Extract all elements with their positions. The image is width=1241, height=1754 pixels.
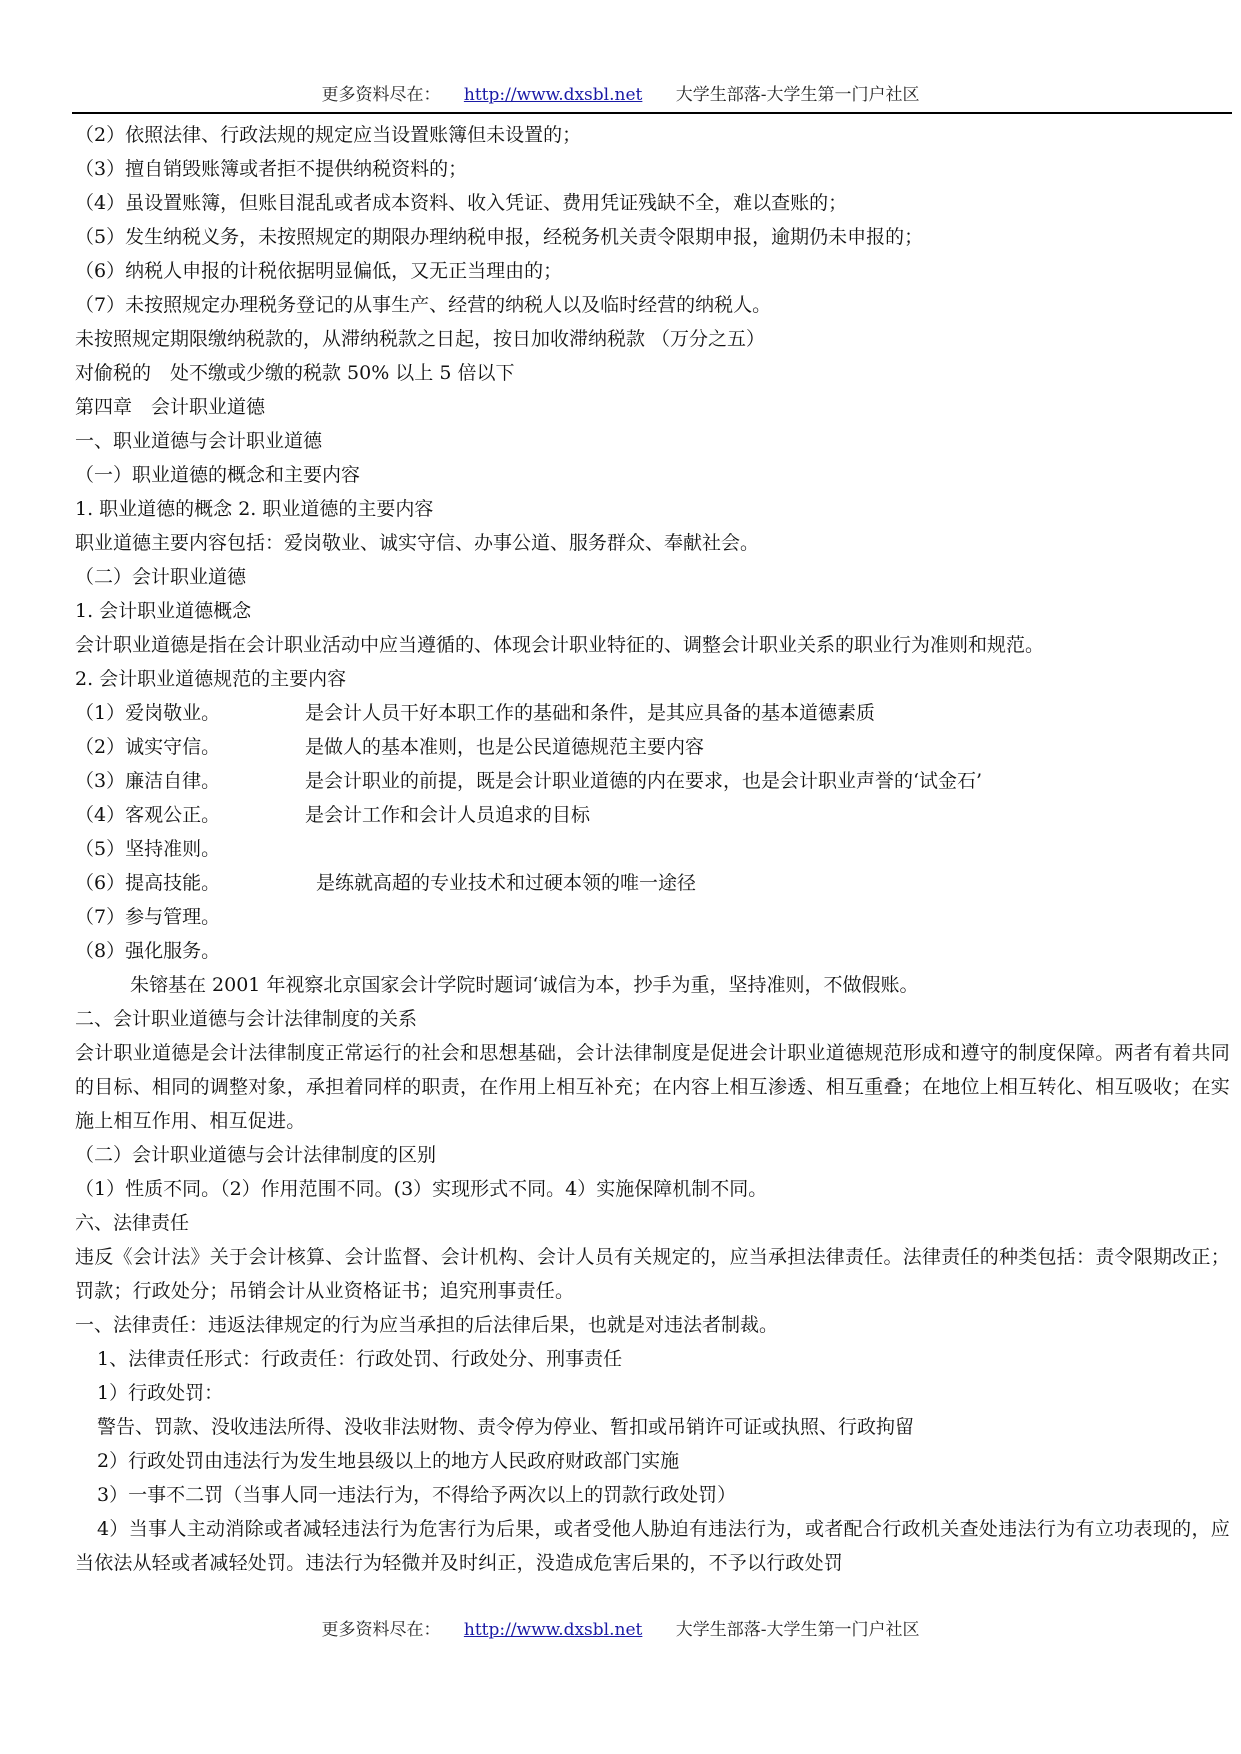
- text-line: （7）未按照规定办理税务登记的从事生产、经营的纳税人以及临时经营的纳税人。: [75, 294, 772, 316]
- norm-item: [75, 866, 1230, 900]
- text-line: （2）依照法律、行政法规的规定应当设置账簿但未设置的；: [75, 124, 582, 146]
- header-suffix: 大学生部落-大学生第一门户社区: [675, 85, 920, 105]
- document-body: [75, 118, 1230, 1580]
- text-line: 一、法律责任：违返法律规定的行为应当承担的后法律后果，也就是对违法者制裁。: [75, 1314, 779, 1336]
- norm-label: （5）坚持准则。: [75, 838, 221, 860]
- text-line: 3）一事不二罚（当事人同一违法行为，不得给予两次以上的罚款行政处罚）: [97, 1484, 737, 1506]
- text-line: 1、法律责任形式：行政责任：行政处罚、行政处分、刑事责任: [97, 1348, 623, 1370]
- subsection-heading: （二）会计职业道德: [75, 566, 247, 588]
- norm-item: [75, 764, 1230, 798]
- section-heading: 二、会计职业道德与会计法律制度的关系: [75, 1008, 418, 1030]
- norm-label: （3）廉洁自律。: [75, 770, 221, 792]
- header-prefix: 更多资料尽在：: [321, 85, 441, 105]
- norm-item: [75, 696, 1230, 730]
- section-heading: 六、法律责任: [75, 1212, 190, 1234]
- text-line: 1. 会计职业道德概念: [75, 600, 252, 622]
- text-line: 未按照规定期限缴纳税款的，从滞纳税款之日起，按日加收滞纳税款 （万分之五）: [75, 328, 766, 350]
- text-line: （4）虽设置账簿，但账目混乱或者成本资料、收入凭证、费用凭证残缺不全，难以查账的；: [75, 192, 848, 214]
- norm-item: [75, 900, 1230, 934]
- norm-desc: 是练就高超的专业技术和过硬本领的唯一途径: [316, 872, 697, 894]
- paragraph: 会计职业道德是会计法律制度正常运行的社会和思想基础，会计法律制度是促进会计职业道德规范形成和遵守的制度保障。两者有着共同的目标、相同的调整对象，承担着同样的职责，在作用上相互补充；在内容上相互渗透、相互重叠；在地位上相互转化、相互吸收；在实施上相互作用、相互促进。: [75, 1042, 1230, 1132]
- norm-desc: 是做人的基本准则，也是公民道德规范主要内容: [305, 736, 705, 758]
- norm-label: （2）诚实守信。: [75, 736, 221, 758]
- text-line: 2. 会计职业道德规范的主要内容: [75, 668, 347, 690]
- text-line: 会计职业道德是指在会计职业活动中应当遵循的、体现会计职业特征的、调整会计职业关系的职业行为准则和规范。: [75, 634, 1045, 656]
- text-line: 警告、罚款、没收违法所得、没收非法财物、责令停为停业、暂扣或吊销许可证或执照、行政拘留: [97, 1416, 915, 1438]
- norm-desc: 是会计工作和会计人员追求的目标: [305, 804, 591, 826]
- page-footer: [0, 1615, 1241, 1640]
- chapter-heading: 第四章 会计职业道德: [75, 396, 266, 418]
- norm-label: （4）客观公正。: [75, 804, 221, 826]
- section-heading: 一、职业道德与会计职业道德: [75, 430, 323, 452]
- norm-label: （8）强化服务。: [75, 940, 221, 962]
- text-line: （1）性质不同。（2）作用范围不同。(3）实现形式不同。4）实施保障机制不同。: [75, 1178, 768, 1200]
- header-link[interactable]: http://www.dxsbl.net: [463, 85, 643, 105]
- footer-suffix: 大学生部落-大学生第一门户社区: [675, 1620, 920, 1640]
- norm-label: （1）爱岗敬业。: [75, 702, 221, 724]
- norm-item: [75, 730, 1230, 764]
- norm-label: （6）提高技能。: [75, 872, 221, 894]
- norm-item: [75, 832, 1230, 866]
- norm-desc: 是会计职业的前提，既是会计职业道德的内在要求，也是会计职业声誉的‘试金石’: [305, 770, 983, 792]
- subsection-heading: （二）会计职业道德与会计法律制度的区别: [75, 1144, 437, 1166]
- paragraph: 违反《会计法》关于会计核算、会计监督、会计机构、会计人员有关规定的，应当承担法律责任。法律责任的种类包括：责令限期改正；罚款；行政处分；吊销会计从业资格证书；追究刑事责任。: [75, 1246, 1230, 1302]
- footer-prefix: 更多资料尽在：: [321, 1620, 441, 1640]
- text-line: 2）行政处罚由违法行为发生地县级以上的地方人民政府财政部门实施: [97, 1450, 680, 1472]
- text-line: 对偷税的 处不缴或少缴的税款 50% 以上 5 倍以下: [75, 362, 515, 384]
- text-line: 朱镕基在 2001 年视察北京国家会计学院时题词‘诚信为本，抄手为重，坚持准则，不做假账。: [130, 974, 919, 996]
- subsection-heading: （一）职业道德的概念和主要内容: [75, 464, 361, 486]
- norm-item: [75, 934, 1230, 968]
- text-line: （5）发生纳税义务，未按照规定的期限办理纳税申报，经税务机关责令限期申报，逾期仍未申报的；: [75, 226, 924, 248]
- paragraph: 4）当事人主动消除或者减轻违法行为危害行为后果，或者受他人胁迫有违法行为，或者配合行政机关查处违法行为有立功表现的，应当依法从轻或者减轻处罚。违法行为轻微并及时纠正，没造成危害后果的，不予以行政处罚: [75, 1518, 1230, 1574]
- text-line: 1）行政处罚：: [97, 1382, 224, 1404]
- text-line: 职业道德主要内容包括：爱岗敬业、诚实守信、办事公道、服务群众、奉献社会。: [75, 532, 760, 554]
- footer-link[interactable]: http://www.dxsbl.net: [463, 1620, 643, 1640]
- text-line: 1. 职业道德的概念 2. 职业道德的主要内容: [75, 498, 434, 520]
- norm-item: [75, 798, 1230, 832]
- text-line: （6）纳税人申报的计税依据明显偏低，又无正当理由的；: [75, 260, 563, 282]
- norm-label: （7）参与管理。: [75, 906, 221, 928]
- header-rule: [72, 112, 1232, 114]
- page-header: [0, 80, 1241, 105]
- norm-desc: 是会计人员干好本职工作的基础和条件，是其应具备的基本道德素质: [305, 702, 876, 724]
- text-line: （3）擅自销毁账簿或者拒不提供纳税资料的；: [75, 158, 468, 180]
